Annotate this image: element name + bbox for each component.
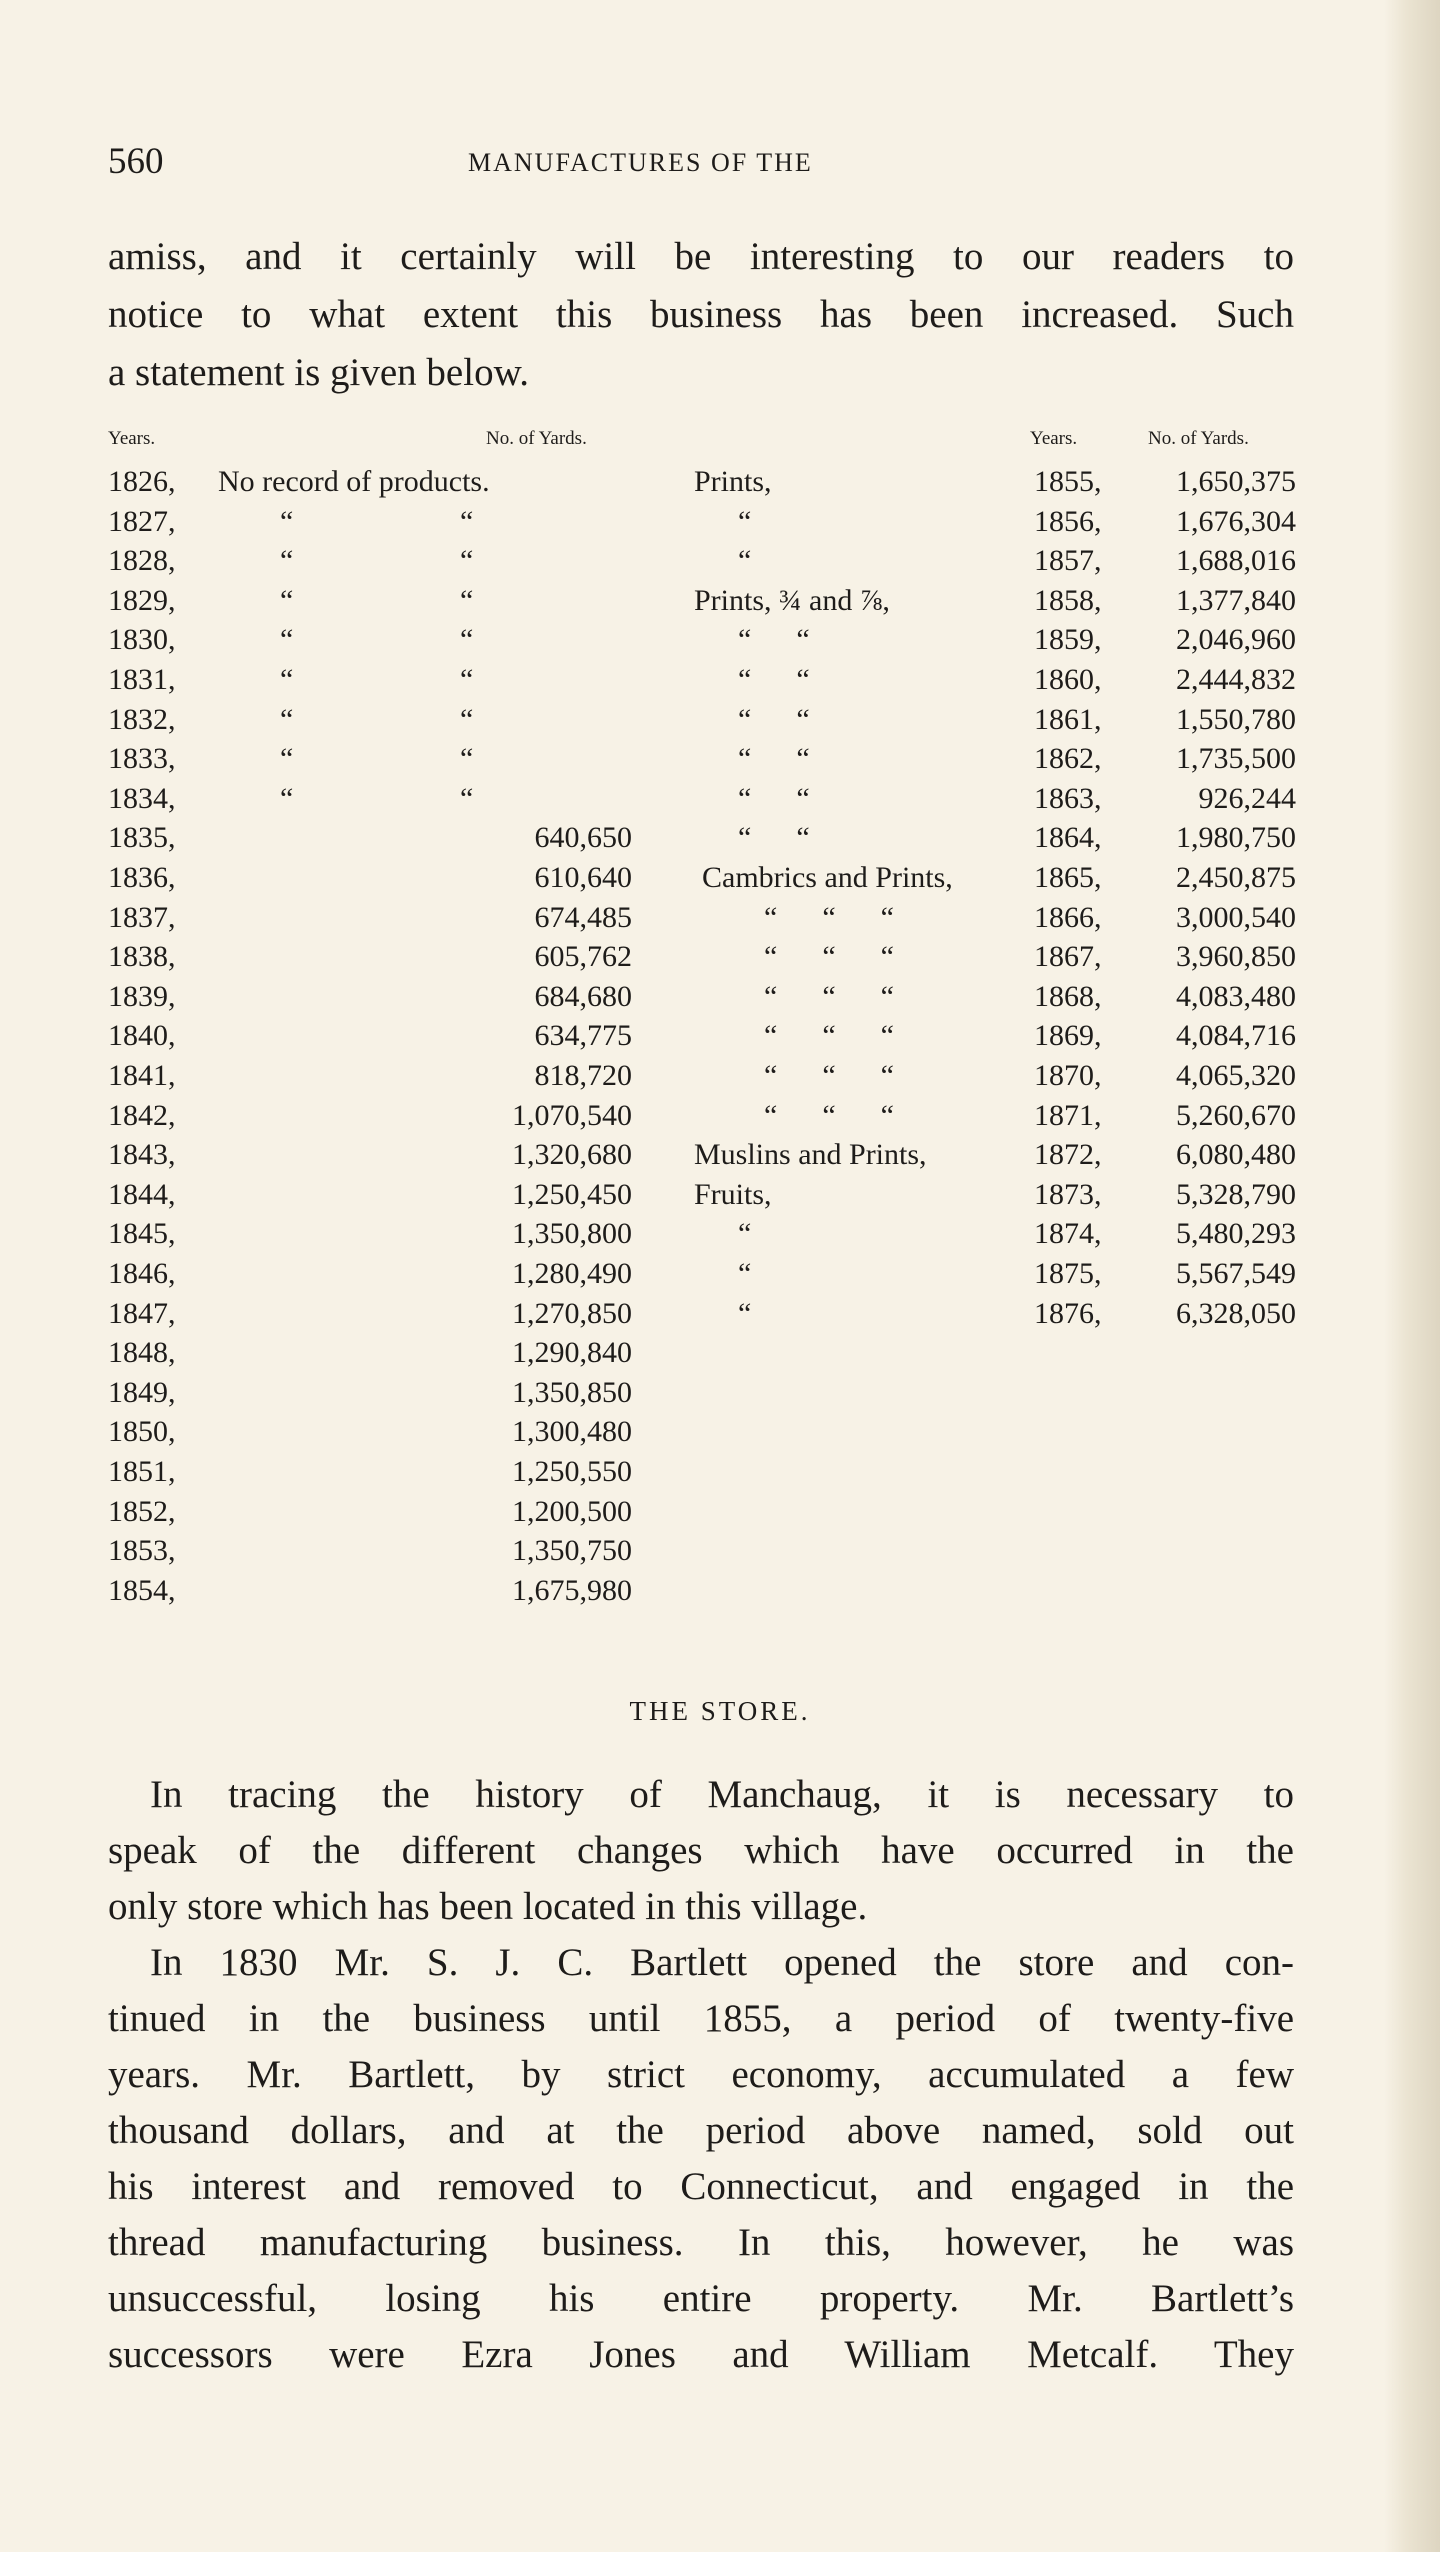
body-line: In tracing the history of Manchaug, it is necessary to: [150, 1773, 1294, 1816]
left-row-year: 1834,: [108, 781, 176, 815]
left-row-year: 1851,: [108, 1455, 176, 1488]
left-row-year: 1830,: [108, 623, 176, 657]
intro-line: a statement is given below.: [108, 351, 529, 394]
right-row-year: 1856,: [1034, 504, 1102, 538]
left-row-yards: 1,320,680: [512, 1138, 632, 1172]
left-row-year: 1841,: [108, 1059, 176, 1092]
right-row-year: 1862,: [1034, 742, 1102, 776]
right-row-yards: 3,960,850: [1176, 940, 1296, 974]
right-row-yards: 1,688,016: [1176, 544, 1296, 578]
right-row-year: 1871,: [1034, 1098, 1102, 1132]
left-row-yards: 818,720: [534, 1059, 632, 1092]
right-row-yards: 2,450,875: [1176, 861, 1296, 894]
left-row-note: “: [280, 623, 294, 657]
right-row-year: 1869,: [1034, 1019, 1102, 1053]
left-row-year: 1826,: [108, 465, 176, 498]
left-row-year: 1849,: [108, 1375, 176, 1409]
left-row-note: “: [280, 583, 294, 617]
body-line: unsuccessful, losing his entire property. Mr. Bartlett’s: [108, 2277, 1294, 2320]
right-row-year: 1863,: [1034, 781, 1102, 815]
left-row-year: 1835,: [108, 821, 176, 855]
left-row-yards: 1,270,850: [512, 1296, 632, 1330]
right-row-year: 1859,: [1034, 623, 1102, 657]
left-row-ditto: “: [460, 663, 474, 696]
intro-line: notice to what extent this business has been increased. Such: [108, 293, 1294, 336]
body-line: only store which has been located in this village.: [108, 1885, 868, 1928]
body-line: thousand dollars, and at the period above named, sold out: [108, 2109, 1294, 2152]
section-title: THE STORE.: [629, 1696, 811, 1726]
left-row-year: 1848,: [108, 1336, 176, 1370]
right-row-year: 1855,: [1034, 465, 1102, 498]
left-row-yards: 674,485: [534, 900, 632, 934]
left-row-year: 1854,: [108, 1573, 176, 1607]
right-row-label: “ “ “: [764, 900, 894, 934]
right-row-yards: 5,260,670: [1176, 1098, 1296, 1132]
right-row-yards: 4,083,480: [1176, 979, 1296, 1013]
left-row-yards: 1,350,750: [512, 1534, 632, 1568]
right-row-label: “ “ “: [764, 940, 894, 974]
right-row-yards: 1,650,375: [1176, 465, 1296, 498]
page-number: 560: [108, 141, 164, 182]
right-row-year: 1857,: [1034, 544, 1102, 578]
right-row-label: “ “ “: [764, 1019, 894, 1053]
right-row-yards: 5,328,790: [1176, 1177, 1296, 1211]
right-row-yards: 6,328,050: [1176, 1296, 1296, 1330]
right-row-label: “ “: [738, 821, 810, 855]
left-row-year: 1838,: [108, 940, 176, 974]
left-row-yards: 605,762: [534, 940, 632, 974]
left-row-ditto: “: [460, 781, 474, 815]
left-row-ditto: “: [460, 702, 474, 736]
left-row-year: 1846,: [108, 1257, 176, 1290]
left-row-year: 1837,: [108, 900, 176, 934]
right-row-yards: 4,065,320: [1176, 1059, 1296, 1092]
left-row-yards: 1,300,480: [512, 1415, 632, 1449]
right-row-yards: 1,550,780: [1176, 702, 1296, 736]
header-left-years: Years.: [108, 428, 156, 449]
left-row-year: 1843,: [108, 1138, 176, 1172]
left-row-year: 1842,: [108, 1098, 176, 1132]
right-row-yards: 1,377,840: [1176, 583, 1296, 617]
page-gutter-shadow: [1384, 0, 1440, 2552]
left-row-ditto: “: [460, 742, 474, 776]
left-row-note: “: [280, 781, 294, 815]
right-row-yards: 5,480,293: [1176, 1217, 1296, 1251]
right-row-label: “ “: [738, 663, 810, 696]
left-row-year: 1853,: [108, 1534, 176, 1568]
right-row-label: Prints,: [694, 465, 772, 498]
header-right-years: Years.: [1030, 428, 1078, 449]
right-row-year: 1868,: [1034, 979, 1102, 1013]
right-row-label: “: [738, 1296, 752, 1330]
right-row-year: 1876,: [1034, 1296, 1102, 1330]
running-head: MANUFACTURES OF THE: [468, 148, 813, 177]
right-row-year: 1858,: [1034, 583, 1102, 617]
left-row-yards: 1,250,550: [512, 1455, 632, 1488]
header-right-yards: No. of Yards.: [1148, 428, 1249, 449]
left-row-year: 1833,: [108, 742, 176, 776]
left-row-ditto: “: [460, 623, 474, 657]
left-row-yards: 1,070,540: [512, 1098, 632, 1132]
left-row-year: 1832,: [108, 702, 176, 736]
left-row-ditto: “: [460, 544, 474, 578]
intro-line: amiss, and it certainly will be interesting to our readers to: [108, 235, 1294, 278]
left-row-note: “: [280, 742, 294, 776]
right-row-year: 1861,: [1034, 702, 1102, 736]
left-row-yards: 1,280,490: [512, 1257, 632, 1290]
left-row-note: “: [280, 663, 294, 696]
right-row-label: “: [738, 544, 752, 578]
right-row-yards: 2,444,832: [1176, 663, 1296, 696]
right-row-label: Muslins and Prints,: [694, 1138, 927, 1172]
left-row-year: 1827,: [108, 504, 176, 538]
right-row-label: “ “: [738, 623, 810, 657]
left-row-note: “: [280, 504, 294, 538]
left-row-yards: 684,680: [534, 979, 632, 1013]
right-row-year: 1872,: [1034, 1138, 1102, 1172]
right-row-label: “ “: [738, 742, 810, 776]
right-row-yards: 5,567,549: [1176, 1257, 1296, 1290]
left-row-year: 1831,: [108, 663, 176, 696]
right-row-year: 1860,: [1034, 663, 1102, 696]
left-row-yards: 634,775: [534, 1019, 632, 1053]
right-row-label: Prints, ¾ and ⅞,: [694, 583, 890, 617]
left-row-year: 1829,: [108, 583, 176, 617]
right-row-yards: 3,000,540: [1176, 900, 1296, 934]
left-row-note: “: [280, 544, 294, 578]
left-row-year: 1840,: [108, 1019, 176, 1053]
right-row-year: 1867,: [1034, 940, 1102, 974]
body-line: years. Mr. Bartlett, by strict economy, accumulated a few: [108, 2053, 1294, 2096]
left-row-yards: 1,675,980: [512, 1573, 632, 1607]
left-row-year: 1847,: [108, 1296, 176, 1330]
right-row-label: “: [738, 1257, 752, 1290]
right-row-year: 1875,: [1034, 1257, 1102, 1290]
left-row-ditto: “: [460, 504, 474, 538]
body-line: In 1830 Mr. S. J. C. Bartlett opened the store and con-: [150, 1941, 1294, 1984]
right-row-label: Cambrics and Prints,: [702, 861, 953, 894]
left-row-yards: 610,640: [534, 861, 632, 894]
left-row-ditto: “: [460, 583, 474, 617]
right-row-yards: 6,080,480: [1176, 1138, 1296, 1172]
left-row-yards: 1,350,850: [512, 1375, 632, 1409]
body-line: thread manufacturing business. In this, however, he was: [108, 2221, 1294, 2264]
left-row-year: 1845,: [108, 1217, 176, 1251]
right-row-year: 1864,: [1034, 821, 1102, 855]
left-row-year: 1828,: [108, 544, 176, 578]
right-row-label: “ “: [738, 781, 810, 815]
body-line: successors were Ezra Jones and William Metcalf. They: [108, 2333, 1294, 2376]
right-row-label: Fruits,: [694, 1177, 772, 1211]
left-row-yards: 640,650: [534, 821, 632, 855]
right-row-yards: 1,676,304: [1176, 504, 1296, 538]
left-row-year: 1836,: [108, 861, 176, 894]
right-row-label: “ “ “: [764, 1059, 894, 1092]
left-row-yards: 1,290,840: [512, 1336, 632, 1370]
right-row-yards: 2,046,960: [1176, 623, 1296, 657]
right-row-yards: 1,980,750: [1176, 821, 1296, 855]
body-line: speak of the different changes which have occurred in the: [108, 1829, 1294, 1872]
header-left-yards: No. of Yards.: [486, 428, 587, 449]
left-row-year: 1844,: [108, 1177, 176, 1211]
right-row-year: 1866,: [1034, 900, 1102, 934]
left-row-year: 1852,: [108, 1494, 176, 1528]
right-row-label: “ “: [738, 702, 810, 736]
right-row-label: “: [738, 504, 752, 538]
right-row-year: 1873,: [1034, 1177, 1102, 1211]
right-row-yards: 1,735,500: [1176, 742, 1296, 776]
left-row-year: 1850,: [108, 1415, 176, 1449]
body-line: his interest and removed to Connecticut, and engaged in the: [108, 2165, 1294, 2208]
right-row-yards: 926,244: [1198, 781, 1296, 815]
right-row-year: 1874,: [1034, 1217, 1102, 1251]
left-row-yards: 1,200,500: [512, 1494, 632, 1528]
right-row-year: 1865,: [1034, 861, 1102, 894]
right-row-label: “ “ “: [764, 1098, 894, 1132]
right-row-label: “: [738, 1217, 752, 1251]
left-row-note: No record of products.: [218, 465, 490, 498]
left-row-year: 1839,: [108, 979, 176, 1013]
left-row-yards: 1,350,800: [512, 1217, 632, 1251]
left-row-yards: 1,250,450: [512, 1177, 632, 1211]
body-line: tinued in the business until 1855, a period of twenty-five: [108, 1997, 1294, 2040]
right-row-year: 1870,: [1034, 1059, 1102, 1092]
left-row-note: “: [280, 702, 294, 736]
right-row-yards: 4,084,716: [1176, 1019, 1296, 1053]
right-row-label: “ “ “: [764, 979, 894, 1013]
